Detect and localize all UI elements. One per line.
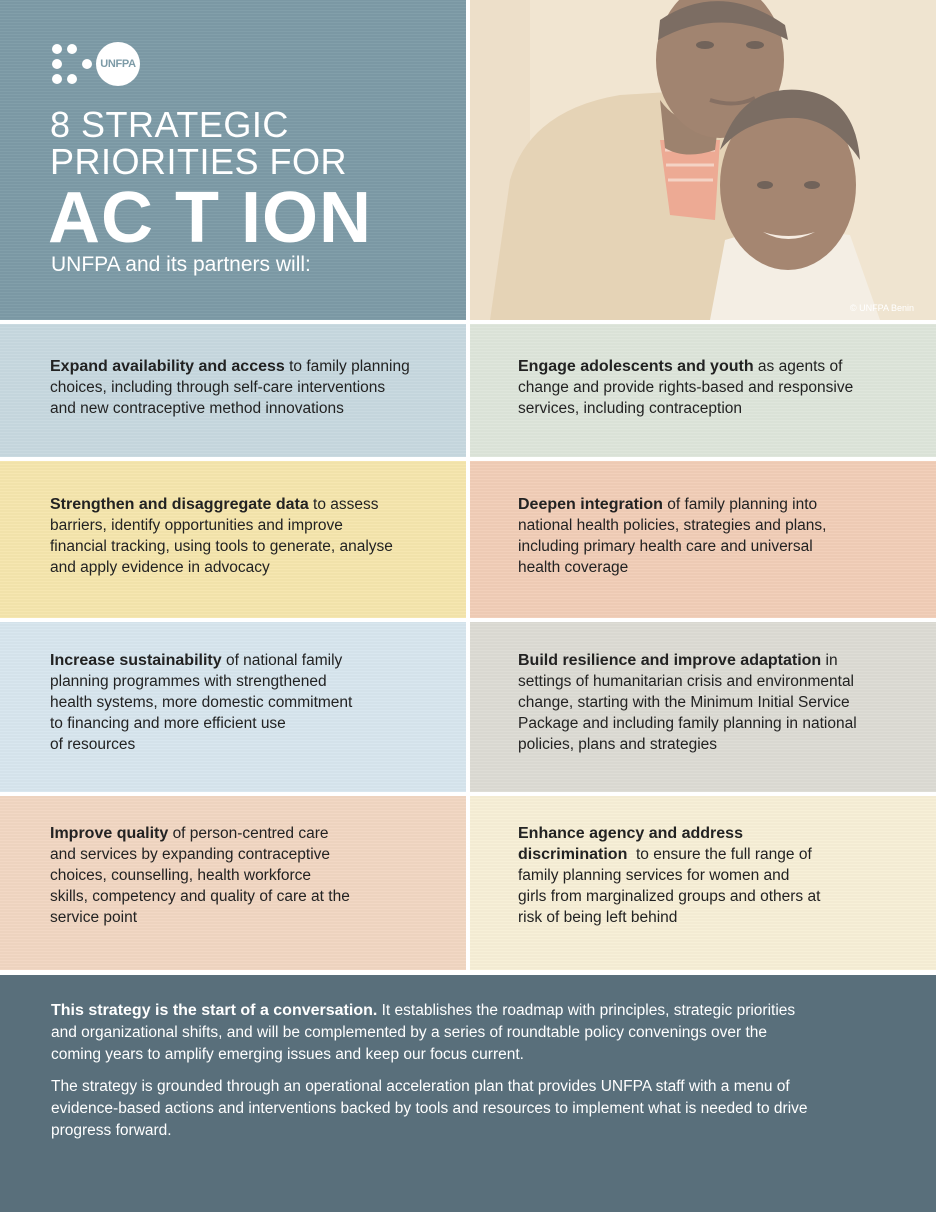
priority-line: girls from marginalized groups and others at [518,888,821,905]
priority-card-4 [470,461,936,618]
priority-bold: Engage adolescents and youth [518,358,754,375]
priority-text [518,356,928,419]
subtitle: UNFPA and its partners will: [51,253,311,276]
priority-line: skills, competency and quality of care at the [50,888,350,905]
priority-bold-2: discrimination [518,846,628,863]
priority-card-1 [0,324,466,457]
priority-line: and apply evidence in advocacy [50,559,270,576]
priority-line: settings of humanitarian crisis and environmental [518,673,855,690]
priority-bold: Expand availability and access [50,358,285,375]
priority-bold: Deepen integration [518,496,663,513]
priority-rest: to ensure the full range of [635,846,812,863]
priority-rest: as agents of [757,358,843,375]
footer-text: and organizational shifts, and will be complemented by a series of roundtable policy convenings over the [51,1024,768,1041]
priority-bold: Build resilience and improve adaptation [518,652,822,669]
footer-text: The strategy is grounded through an operational acceleration plan that provides UNFPA staff with a menu of [51,1078,790,1095]
priority-rest: of person-centred care [172,825,329,842]
priority-rest: to assess [313,496,379,513]
priority-line: change and provide rights-based and responsive [518,379,854,396]
unfpa-logo [52,42,140,86]
priority-card-7 [0,796,466,970]
priority-text [50,494,458,578]
priority-card-8 [470,796,936,970]
priority-bold: Enhance agency and address [518,825,743,842]
priority-text [518,494,928,578]
title-line-1: 8 STRATEGIC [50,104,289,145]
priority-rest: of family planning into [667,496,818,513]
title-line-2: PRIORITIES FOR [50,141,348,182]
priority-line: health systems, more domestic commitment [50,694,353,711]
priority-line: financial tracking, using tools to generate, analyse [50,538,393,555]
priority-line: choices, counselling, health workforce [50,867,312,884]
portrait-photo [470,0,936,320]
priority-bold: Increase sustainability [50,652,222,669]
priority-line: health coverage [518,559,629,576]
priority-line: barriers, identify opportunities and improve [50,517,343,534]
priority-line: to financing and more efficient use [50,715,286,732]
title-lines [50,106,347,180]
priority-rest: in [825,652,838,669]
priority-line: Package and including family planning in national [518,715,857,732]
priority-line: policies, plans and strategies [518,736,718,753]
logo-text: UNFPA [96,42,140,86]
priority-line: change, starting with the Minimum Initial Service [518,694,850,711]
priority-text [50,650,458,755]
priority-line: choices, including through self-care interventions [50,379,386,396]
priority-rest: of national family [225,652,343,669]
footer-paragraph-1 [51,1000,911,1066]
priority-text [518,650,928,755]
priority-card-5 [0,622,466,792]
header-panel [0,0,466,320]
priority-line: family planning services for women and [518,867,790,884]
priority-line: and new contraceptive method innovations [50,400,344,417]
header-photo [470,0,936,320]
priority-bold: Improve quality [50,825,169,842]
photo-credit: © UNFPA Benin [850,303,914,313]
priority-line: of resources [50,736,136,753]
priority-card-6 [470,622,936,792]
priority-bold: Strengthen and disaggregate data [50,496,309,513]
priority-line: planning programmes with strengthened [50,673,327,690]
footer-text: evidence-based actions and interventions backed by tools and resources to implement what is needed to drive [51,1100,808,1117]
priority-card-3 [0,461,466,618]
priority-line: national health policies, strategies and plans, [518,517,827,534]
priority-line: and services by expanding contraceptive [50,846,331,863]
footer-text: It establishes the roadmap with principles, strategic priorities [381,1002,796,1019]
priority-text [518,823,928,928]
priority-text [50,356,458,419]
priority-rest: to family planning [289,358,410,375]
priority-line: services, including contraception [518,400,743,417]
title-action: AC T ION [48,178,372,258]
logo-dots-icon [52,44,92,84]
priority-line: risk of being left behind [518,909,678,926]
priority-text [50,823,458,928]
priority-line: service point [50,909,138,926]
footer-panel [0,975,936,1212]
footer-lead: This strategy is the start of a conversation. [51,1002,378,1019]
priority-card-2 [470,324,936,457]
footer-paragraph-2 [51,1076,911,1142]
footer-text: progress forward. [51,1122,172,1139]
priority-line: including primary health care and universal [518,538,813,555]
footer-text: coming years to amplify emerging issues and keep our focus current. [51,1046,524,1063]
